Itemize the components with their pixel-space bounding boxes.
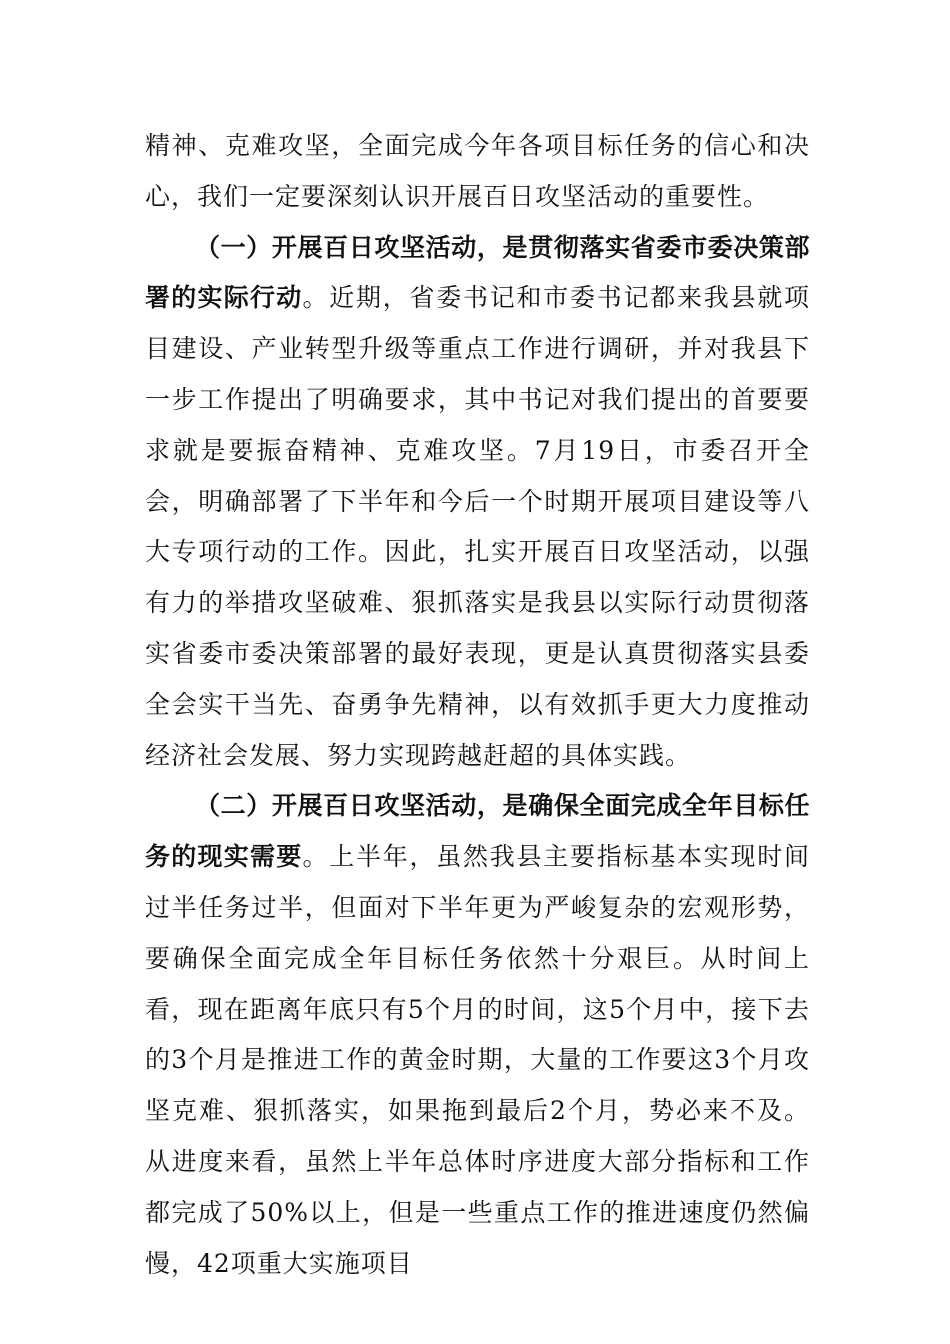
section-heading-2: （二）开展百日攻坚活动，是确保全面完成全年目标任务的现实需要: [145, 791, 810, 872]
paragraph-section-1: [145, 223, 810, 782]
paragraph-continuation: [145, 121, 810, 223]
document-body: [145, 121, 810, 1289]
paragraph-text: 。近期，省委书记和市委书记都来我县就项目建设、产业转型升级等重点工作进行调研，并对我县下一步工作提出了明确要求，其中书记对我们提出的首要要求就是要振奋精神、克难攻坚。7月19日，市委召开全会，明确部署了下半年和今后一个时期开展项目建设等八大专项行动的工作。因此，扎实开展百日攻坚活动，以强有力的举措攻坚破难、狠抓落实是我县以实际行动贯彻落实省委市委决策部署的最好表现，更是认真贯彻落实县委全会实干当先、奋勇争先精神，以有效抓手更大力度推动经济社会发展、努力实现跨越赶超的具体实践。: [145, 283, 810, 770]
paragraph-text: 精神、克难攻坚，全面完成今年各项目标任务的信心和决心，我们一定要深刻认识开展百日攻坚活动的重要性。: [145, 131, 810, 211]
paragraph-section-2: [145, 781, 810, 1289]
paragraph-text: 。上半年，虽然我县主要指标基本实现时间过半任务过半，但面对下半年更为严峻复杂的宏观形势，要确保全面完成全年目标任务依然十分艰巨。从时间上看，现在距离年底只有5个月的时间，这5个月中，接下去的3个月是推进工作的黄金时期，大量的工作要这3个月攻坚克难、狠抓落实，如果拖到最后2个月，势必来不及。从进度来看，虽然上半年总体时序进度大部分指标和工作都完成了50%以上，但是一些重点工作的推进速度仍然偏慢，42项重大实施项目: [145, 842, 810, 1278]
section-heading-1: （一）开展百日攻坚活动，是贯彻落实省委市委决策部署的实际行动: [145, 232, 810, 313]
